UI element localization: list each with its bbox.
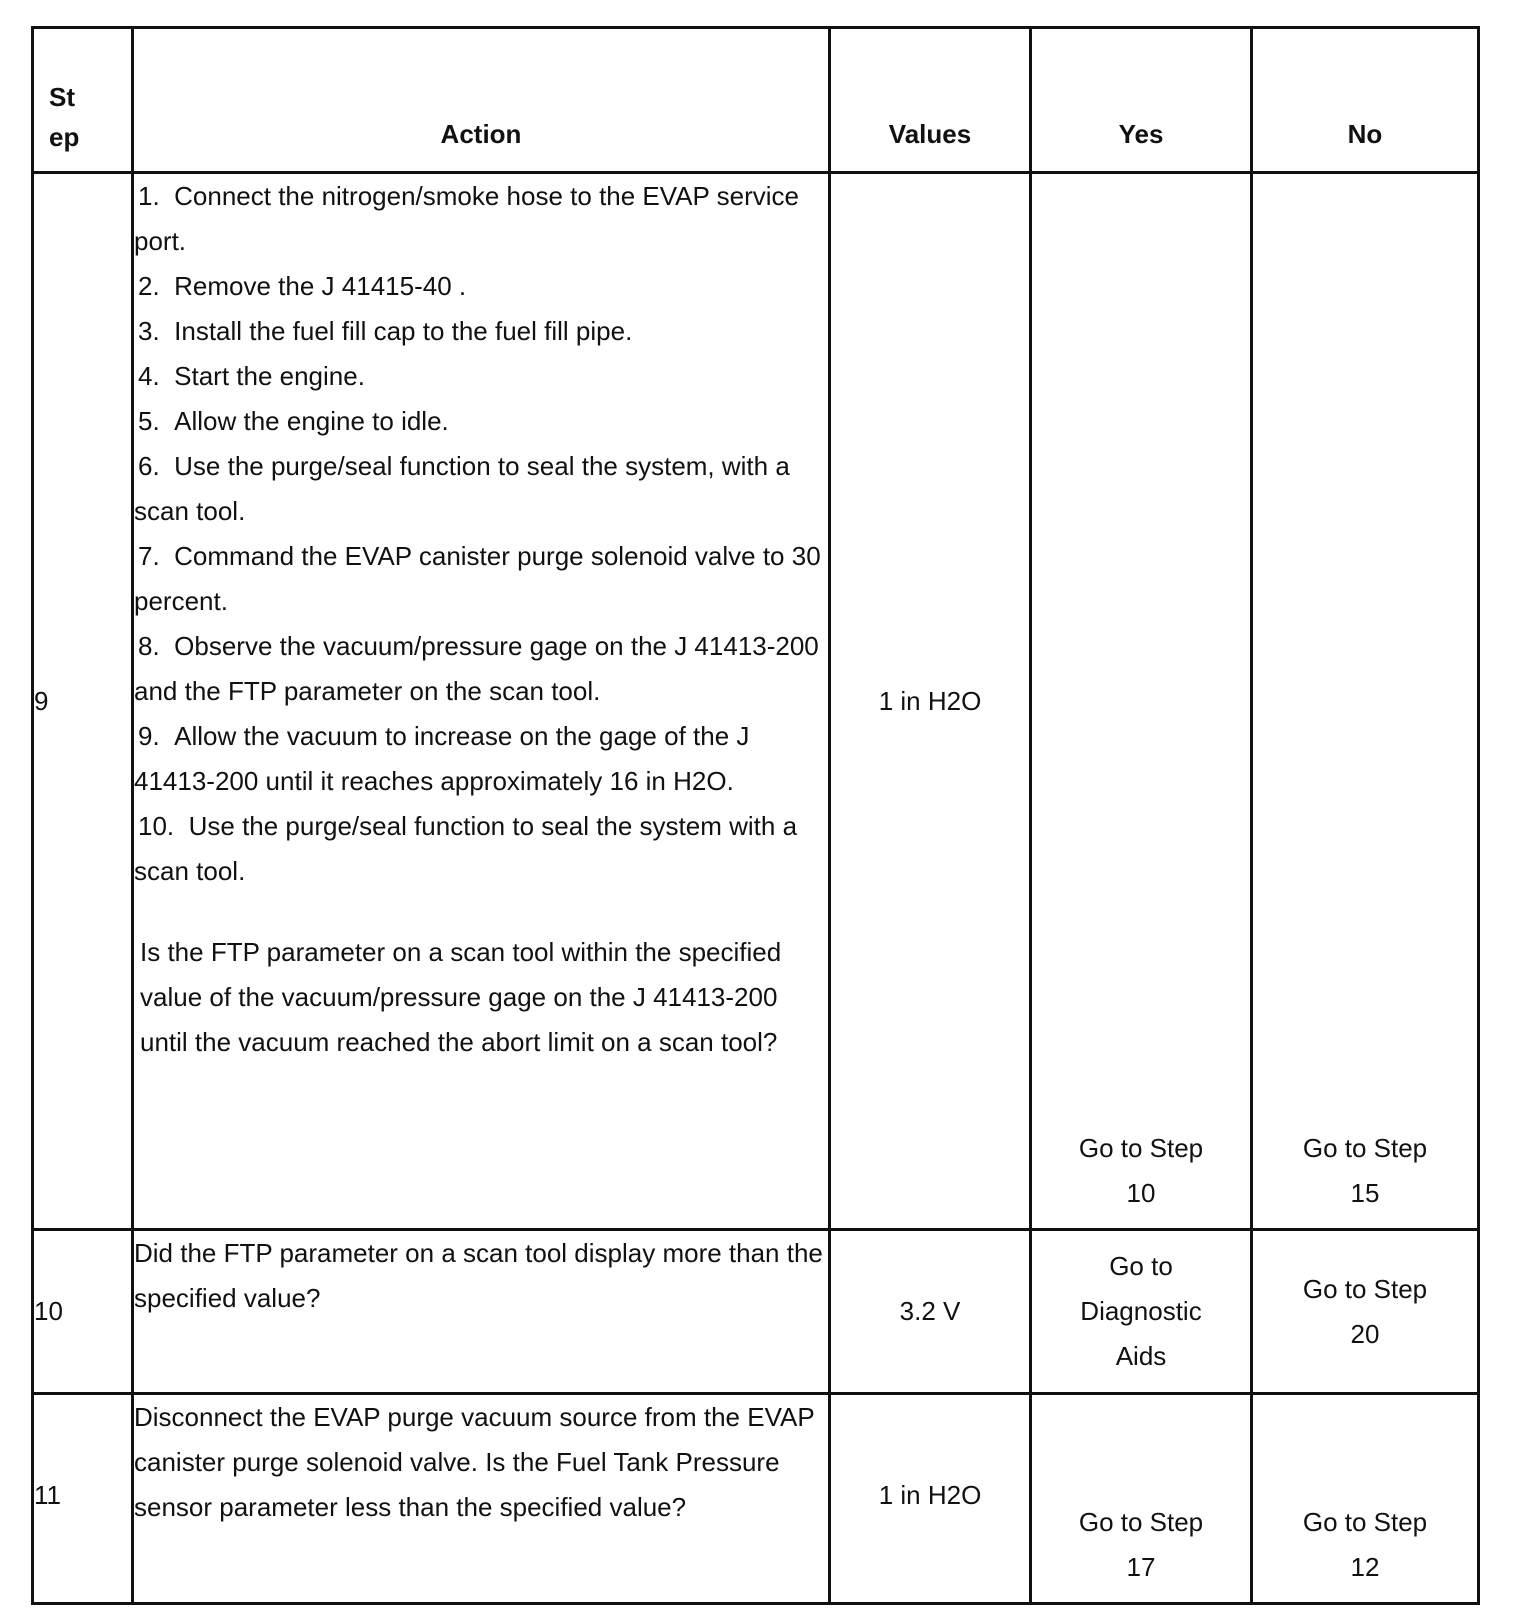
- action-step: 10. Use the purge/seal function to seal the system with a scan tool.: [134, 811, 798, 886]
- no-cell: Go to Step 20: [1252, 1230, 1479, 1394]
- diagnostic-table: [31, 26, 1480, 1605]
- table-row-step-10: [33, 1230, 1479, 1394]
- header-row: [33, 28, 1479, 173]
- value-cell: 1 in H2O: [830, 173, 1031, 1230]
- header-yes: Yes: [1031, 28, 1252, 173]
- table-row-step-11: [33, 1394, 1479, 1604]
- yes-cell: Go to Diagnostic Aids: [1031, 1230, 1252, 1394]
- action-cell: [133, 1394, 830, 1604]
- action-step: 3. Install the fuel fill cap to the fuel fill pipe.: [138, 316, 633, 346]
- no-cell: Go to Step 12: [1252, 1394, 1479, 1604]
- action-step: 4. Start the engine.: [138, 361, 365, 391]
- action-step: 9. Allow the vacuum to increase on the gage of the J 41413-200 until it reaches approximately 16 in H2O.: [134, 721, 750, 796]
- action-step: 8. Observe the vacuum/pressure gage on the J 41413-200 and the FTP parameter on the scan tool.: [134, 631, 819, 706]
- action-step: 1. Connect the nitrogen/smoke hose to the EVAP service port.: [134, 181, 799, 256]
- action-step: 2. Remove the J 41415-40 .: [138, 271, 467, 301]
- action-step: 5. Allow the engine to idle.: [138, 406, 449, 436]
- yes-cell: Go to Step 10: [1031, 173, 1252, 1230]
- value-cell: 3.2 V: [830, 1230, 1031, 1394]
- table-row-step-9: [33, 173, 1479, 1230]
- action-step: 6. Use the purge/seal function to seal the system, with a scan tool.: [134, 451, 790, 526]
- action-step: 7. Command the EVAP canister purge solenoid valve to 30 percent.: [134, 541, 821, 616]
- step-number: 10: [33, 1230, 133, 1394]
- action-question: Disconnect the EVAP purge vacuum source from the EVAP canister purge solenoid valve. Is the Fuel Tank Pressure sensor parameter less than the specified value?: [134, 1402, 815, 1522]
- header-values: Values: [830, 28, 1031, 173]
- action-steps: [134, 174, 828, 894]
- header-no: No: [1252, 28, 1479, 173]
- header-step: St ep: [33, 28, 133, 173]
- yes-cell: Go to Step 17: [1031, 1394, 1252, 1604]
- action-cell: [133, 1230, 830, 1394]
- step-number: 11: [33, 1394, 133, 1604]
- step-number: 9: [33, 173, 133, 1230]
- action-question: Is the FTP parameter on a scan tool within the specified value of the vacuum/pressure gage on the J 41413-200 until the vacuum reached the abort limit on a scan tool?: [140, 937, 782, 1057]
- header-action: Action: [133, 28, 830, 173]
- action-question: Did the FTP parameter on a scan tool display more than the specified value?: [134, 1238, 823, 1313]
- no-cell: Go to Step 15: [1252, 173, 1479, 1230]
- action-cell: [133, 173, 830, 1230]
- value-cell: 1 in H2O: [830, 1394, 1031, 1604]
